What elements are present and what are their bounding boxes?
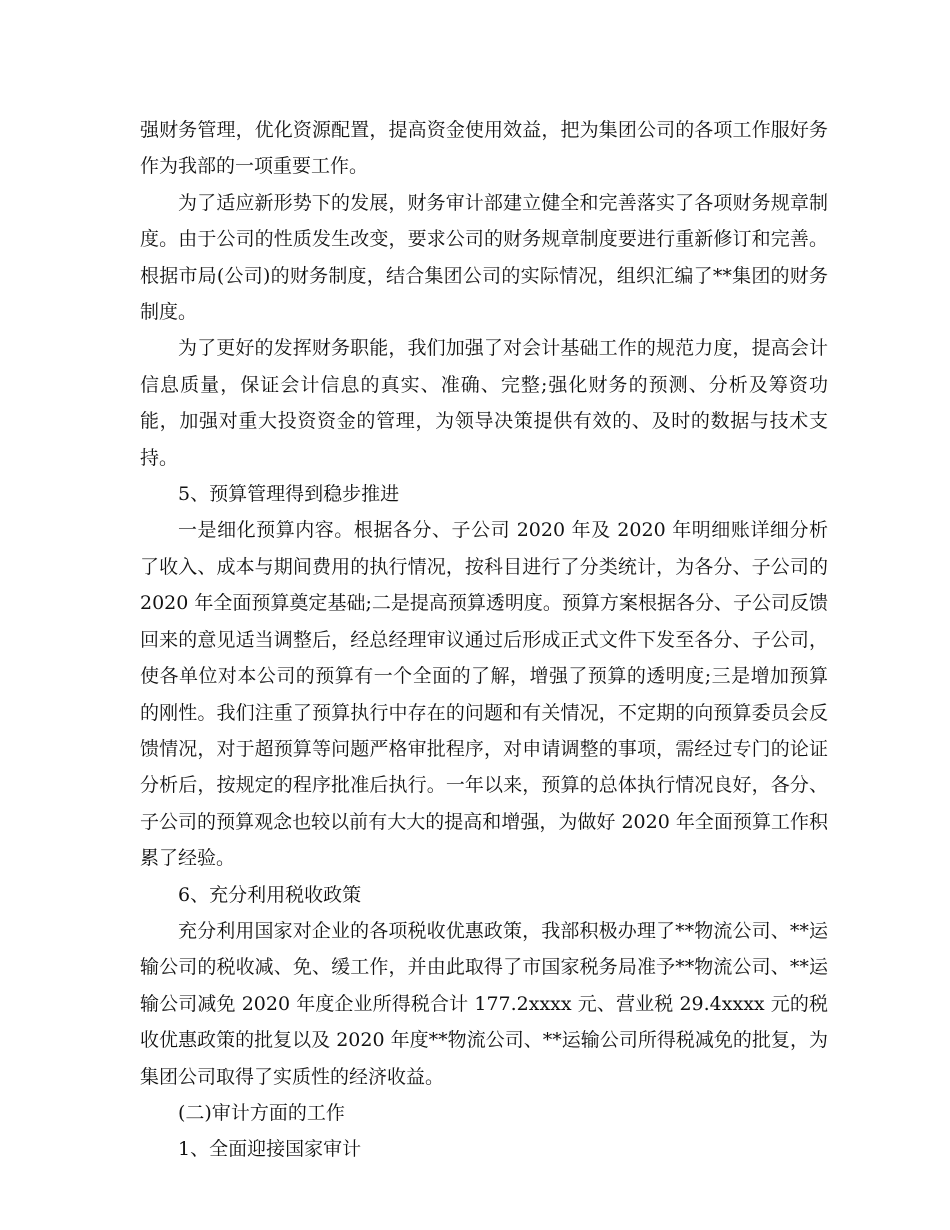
paragraph: 一是细化预算内容。根据各分、子公司 2020 年及 2020 年明细账详细分析了收入、成本与期间费用的执行情况，按科目进行了分类统计，为各分、子公司的 2020 年全面预算奠定基础;二是提高预算透明度。预算方案根据各分、子公司反馈回来的意见适当调整后，经总经理审议通过后形成正式文件下发至各分、子公司，使各单位对本公司的预算有一个全面的了解，增强了预算的透明度;三是增加预算的刚性。我们注重了预算执行中存在的问题和有关情况，不定期的向预算委员会反馈情况，对于超预算等问题严格审批程序，对申请调整的事项，需经过专门的论证分析后，按规定的程序批准后执行。一年以来，预算的总体执行情况良好，各分、子公司的预算观念也较以前有大大的提高和增强，为做好 2020 年全面预算工作积累了经验。	[140, 519, 828, 870]
section-heading: 1、全面迎接国家审计	[178, 1138, 362, 1161]
paragraph: 为了适应新形势下的发展，财务审计部建立健全和完善落实了各项财务规章制度。由于公司的性质发生改变，要求公司的财务规章制度要进行重新修订和完善。根据市局(公司)的财务制度，结合集团公司的实际情况，组织汇编了**集团的财务制度。	[140, 191, 828, 324]
paragraph: 充分利用国家对企业的各项税收优惠政策，我部积极办理了**物流公司、**运输公司的税收减、免、缓工作，并由此取得了市国家税务局准予**物流公司、**运输公司减免 2020 年度企业所得税合计 177.2xxxx 元、营业税 29.4xxxx 元的税收优惠政策的批复以及 2020 年度**物流公司、**运输公司所得税减免的批复，为集团公司取得了实质性的经济收益。	[140, 919, 828, 1088]
section-heading: (二)审计方面的工作	[178, 1101, 345, 1124]
paragraph: 强财务管理，优化资源配置，提高资金使用效益，把为集团公司的各项工作服好务作为我部的一项重要工作。	[140, 119, 828, 178]
paragraph: 为了更好的发挥财务职能，我们加强了对会计基础工作的规范力度，提高会计信息质量，保证会计信息的真实、准确、完整;强化财务的预测、分析及筹资功能，加强对重大投资资金的管理，为领导决策提供有效的、及时的数据与技术支持。	[140, 337, 828, 469]
section-heading: 5、预算管理得到稳步推进	[178, 483, 400, 506]
section-heading: 6、充分利用税收政策	[178, 883, 362, 906]
document-body	[140, 112, 828, 1168]
